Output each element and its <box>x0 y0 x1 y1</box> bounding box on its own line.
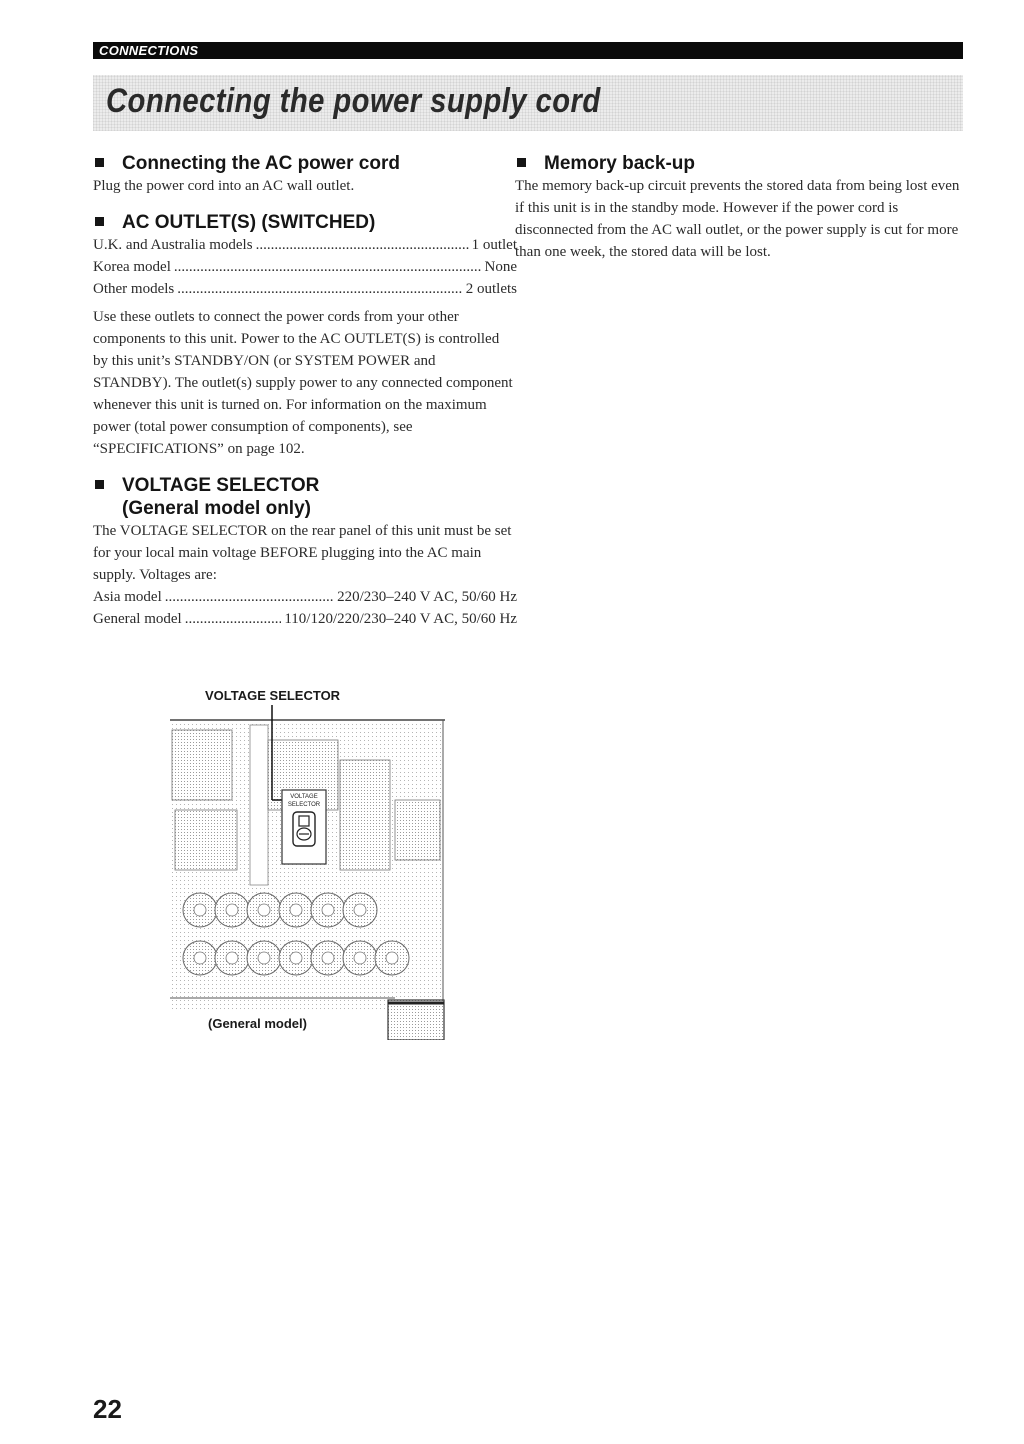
outlet-spec-row: U.K. and Australia models ..... 1 outlet <box>93 234 517 256</box>
rear-panel-illustration <box>160 700 450 1040</box>
memory-backup-text: The memory back-up circuit prevents the stored data from being lost even if this unit is in the standby mode. However if the power cord is disconnected from the AC wall outlet, or the power supply is cut for more than one week, the stored data will be lost. <box>515 178 960 260</box>
square-bullet-icon <box>95 480 104 489</box>
ac-power-cord-text: Plug the power cord into an AC wall outlet. <box>93 178 355 194</box>
outlet-spec-row: Other models ..... 2 outlets <box>93 278 517 300</box>
heading-voltage-subheading: (General model only) <box>122 498 311 519</box>
right-column <box>515 152 961 263</box>
ac-outlet-text: Use these outlets to connect the power cords from your other components to this unit. Power to the AC OUTLET(S) is controlled by this unit’s STANDBY/ON (or SYSTEM POWER and STANDBY). The outlet(s) supply power to any connected component whenever this unit is turned on. For information on the maximum power (total power consumption of components), see “SPECIFICATIONS” on page 102. <box>93 309 513 457</box>
section-bar <box>93 42 963 59</box>
selector-inner-label: VOLTAGE <box>290 794 318 800</box>
figure-caption: (General model) <box>208 1016 307 1031</box>
selector-inner-label: SELECTOR <box>287 802 321 808</box>
left-column <box>93 152 517 630</box>
square-bullet-icon <box>95 158 104 167</box>
voltage-spec-row: Asia model ..... 220/230–240 V AC, 50/60 Hz <box>93 586 517 608</box>
square-bullet-icon <box>517 158 526 167</box>
voltage-spec-row: General model ..... 110/120/220/230–240 V AC, 50/60 Hz <box>93 608 517 630</box>
voltage-selector-text: The VOLTAGE SELECTOR on the rear panel of this unit must be set for your local main voltage BEFORE plugging into the AC main supply. Voltages are: <box>93 523 512 583</box>
figure-label: VOLTAGE SELECTOR <box>205 688 341 703</box>
square-bullet-icon <box>95 217 104 226</box>
heading-ac-outlet: AC OUTLET(S) (SWITCHED) <box>93 211 517 234</box>
outlet-spec-row: Korea model ..... None <box>93 256 517 278</box>
section-label: CONNECTIONS <box>99 43 199 58</box>
page-title: Connecting the power supply cord <box>106 82 601 120</box>
heading-voltage-selector: VOLTAGE SELECTOR (General model only) <box>93 474 517 520</box>
heading-memory-backup: Memory back-up <box>515 152 961 175</box>
heading-ac-power-cord: Connecting the AC power cord <box>93 152 517 175</box>
page-number: 22 <box>93 1394 122 1424</box>
title-band <box>93 75 963 131</box>
